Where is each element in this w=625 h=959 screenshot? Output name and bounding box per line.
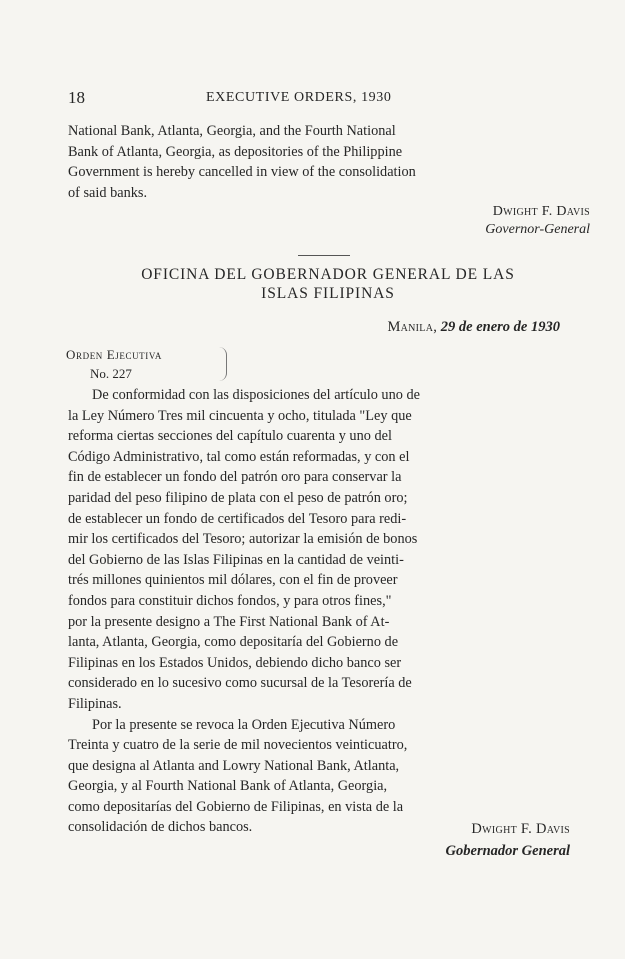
text-line: reforma ciertas secciones del capítulo cuarenta y uno del (68, 428, 392, 445)
order-label: Orden Ejecutiva (66, 347, 162, 362)
text-line: fin de establecer un fondo del patrón oro para conservar la (68, 469, 402, 486)
text-line: que designa al Atlanta and Lowry National Bank, Atlanta, (68, 757, 400, 774)
office-heading-line1: OFICINA DEL GOBERNADOR GENERAL DE LAS (141, 266, 515, 283)
signatory-title: Gobernador General (445, 843, 570, 859)
dateline-place: Manila, (387, 319, 438, 335)
order-body (68, 385, 588, 838)
text-line: paridad del peso filipino de plata con el peso de patrón oro; (68, 489, 408, 506)
page-header (68, 88, 568, 110)
text-line: fondos para constituir dichos fondos, y para otros fines," (68, 592, 392, 609)
text-line: of said banks. (68, 184, 148, 201)
signature-block-english (370, 203, 590, 239)
text-line: mir los certificados del Tesoro; autorizar la emisión de bonos (68, 531, 418, 548)
brace-icon (218, 347, 227, 381)
text-line: Bank of Atlanta, Georgia, as depositories of the Philippine (68, 143, 403, 160)
text-line: National Bank, Atlanta, Georgia, and the Fourth National (68, 123, 396, 139)
order-reference (66, 345, 162, 383)
text-line: De conformidad con las disposiciones del artículo uno de (92, 387, 420, 403)
dateline (300, 319, 560, 336)
page-number: 18 (68, 88, 85, 107)
text-line: Government is hereby cancelled in view of the consolidation (68, 164, 416, 181)
text-line: Treinta y cuatro de la serie de mil novecientos veinticuatro, (68, 737, 408, 754)
text-line: Georgia, y al Fourth National Bank of Atlanta, Georgia, (68, 778, 388, 795)
order-number: No. 227 (90, 366, 132, 381)
signatory-title: Governor-General (485, 222, 590, 237)
signature-block-spanish (330, 818, 570, 862)
signatory-name: Dwight F. Davis (471, 821, 570, 837)
continuation-paragraph (68, 121, 588, 203)
office-heading (68, 265, 588, 303)
text-line: la Ley Número Tres mil cincuenta y ocho, titulada "Ley que (68, 407, 412, 424)
running-title: EXECUTIVE ORDERS, 1930 (206, 90, 392, 105)
text-line: como depositarías del Gobierno de Filipinas, en vista de la (68, 798, 404, 815)
text-line: considerado en lo sucesivo como sucursal de la Tesorería de (68, 675, 412, 692)
text-line: Filipinas en los Estados Unidos, debiendo dicho banco ser (68, 654, 402, 671)
text-line: de establecer un fondo de certificados del Tesoro para redi- (68, 510, 407, 527)
signatory-name: Dwight F. Davis (492, 204, 590, 219)
text-line: Filipinas. (68, 695, 122, 712)
text-line: consolidación de dichos bancos. (68, 819, 253, 836)
section-divider (298, 255, 350, 256)
text-line: Por la presente se revoca la Orden Ejecutiva Número (92, 716, 396, 733)
text-line: Código Administrativo, tal como están reformadas, y con el (68, 448, 410, 465)
text-line: lanta, Atlanta, Georgia, como depositaría del Gobierno de (68, 634, 399, 651)
text-line: por la presente designo a The First National Bank of At- (68, 613, 390, 630)
text-line: del Gobierno de las Islas Filipinas en la cantidad de veinti- (68, 551, 404, 568)
dateline-date: 29 de enero de 1930 (440, 319, 560, 335)
office-heading-line2: ISLAS FILIPINAS (261, 285, 395, 302)
text-line: trés millones quinientos mil dólares, con el fin de proveer (68, 572, 398, 589)
paragraph-1 (68, 385, 588, 715)
